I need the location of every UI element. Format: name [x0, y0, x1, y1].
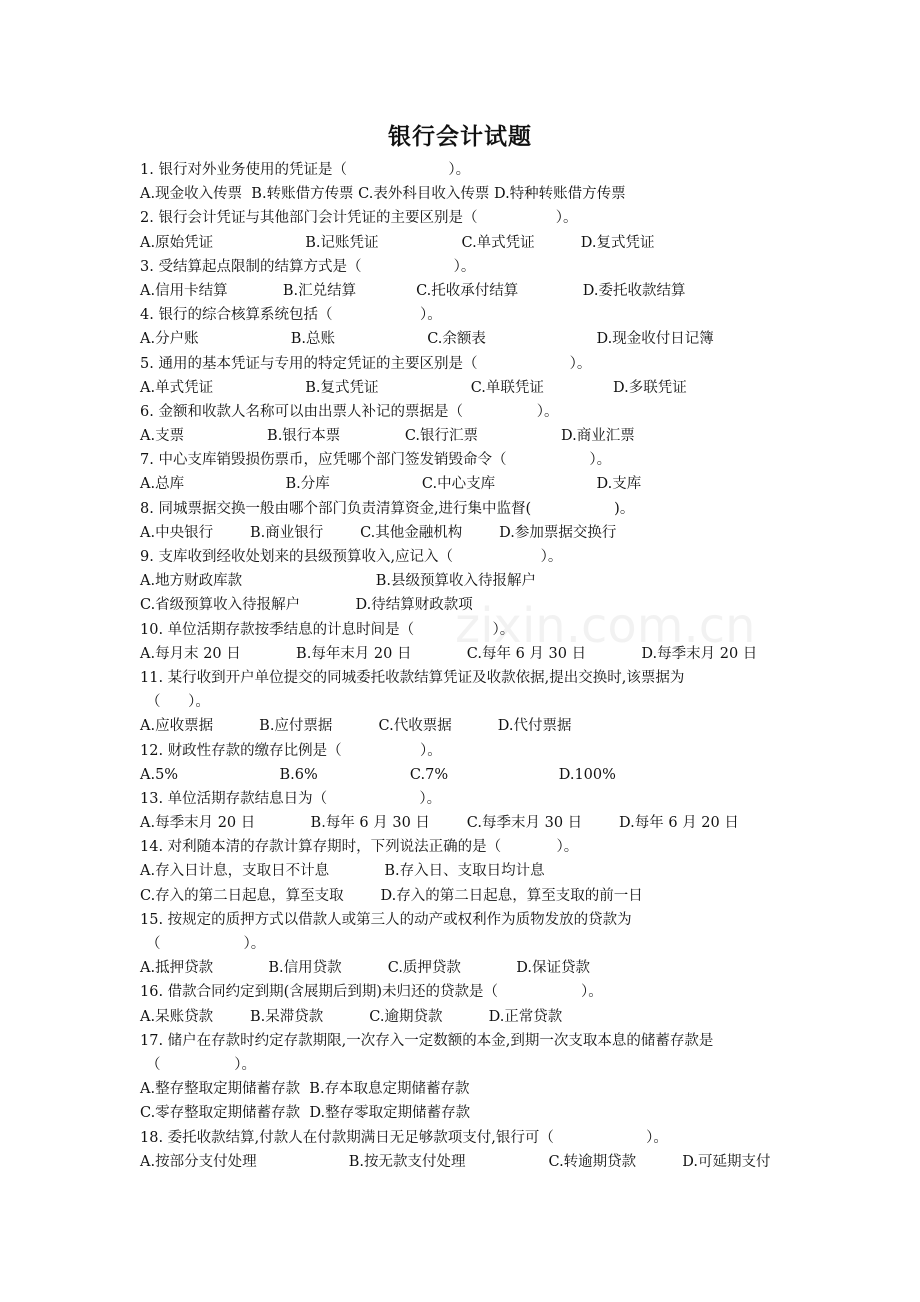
options-8: A.中央银行 B.商业银行 C.其他金融机构 D.参加票据交换行 — [140, 524, 617, 541]
question-16: 16. 借款合同约定到期(含展期后到期)未归还的贷款是（ ）。 — [140, 984, 603, 1001]
question-7: 7. 中心支库销毁损伤票币，应凭哪个部门签发销毁命令（ ）。 — [140, 452, 612, 469]
options-12: A.5% B.6% C.7% D.100% — [140, 766, 616, 783]
options-9-a: A.地方财政库款 B.县级预算收入待报解户 — [140, 573, 537, 590]
options-5: A.单式凭证 B.复式凭证 C.单联凭证 D.多联凭证 — [140, 379, 687, 396]
options-6: A.支票 B.银行本票 C.银行汇票 D.商业汇票 — [140, 428, 635, 445]
options-2: A.原始凭证 B.记账凭证 C.单式凭证 D.复式凭证 — [140, 234, 655, 251]
question-14: 14. 对利随本清的存款计算存期时，下列说法正确的是（ ）。 — [140, 839, 579, 856]
options-13: A.每季末月 20 日 B.每年 6 月 30 日 C.每季末月 30 日 D.每年 6 月 20 日 — [140, 815, 739, 832]
options-16: A.呆账贷款 B.呆滞贷款 C.逾期贷款 D.正常贷款 — [140, 1008, 563, 1025]
question-3: 3. 受结算起点限制的结算方式是（ ）。 — [140, 258, 476, 275]
options-9-b: C.省级预算收入待报解户 D.待结算财政款项 — [140, 597, 473, 614]
options-17-b: C.零存整取定期储蓄存款 D.整存零取定期储蓄存款 — [140, 1105, 471, 1122]
options-10: A.每月末 20 日 B.每年末月 20 日 C.每年 6 月 30 日 D.每季末月 20 日 — [140, 645, 758, 662]
question-11-blank: （ ）。 — [146, 694, 210, 711]
question-15-blank: （ ）。 — [146, 936, 266, 952]
question-8: 8. 同城票据交换一般由哪个部门负责清算资金,进行集中监督( )。 — [140, 500, 635, 517]
question-17: 17. 储户在存款时约定存款期限,一次存入一定数额的本金,到期一次支取本息的储蓄存款是 — [140, 1032, 714, 1049]
question-6: 6. 金额和收款人名称可以由出票人补记的票据是（ ）。 — [140, 403, 559, 420]
options-17-a: A.整存整取定期储蓄存款 B.存本取息定期储蓄存款 — [140, 1081, 470, 1098]
question-18: 18. 委托收款结算,付款人在付款期满日无足够款项支付,银行可（ ）。 — [140, 1129, 668, 1146]
question-17-blank: （ ）。 — [146, 1056, 256, 1073]
question-1: 1. 银行对外业务使用的凭证是（ ）。 — [140, 162, 471, 178]
options-15: A.抵押贷款 B.信用贷款 C.质押贷款 D.保证贷款 — [140, 960, 590, 977]
question-9: 9. 支库收到经收处划来的县级预算收入,应记入（ ）。 — [140, 549, 563, 565]
question-2: 2. 银行会计凭证与其他部门会计凭证的主要区别是（ ）。 — [140, 210, 578, 227]
options-18: A.按部分支付处理 B.按无款支付处理 C.转逾期贷款 D.可延期支付 — [140, 1153, 771, 1170]
question-11: 11. 某行收到开户单位提交的同城委托收款结算凭证及收款依据,提出交换时,该票据为 — [140, 669, 685, 686]
question-5: 5. 通用的基本凭证与专用的特定凭证的主要区别是（ ）。 — [140, 355, 592, 372]
options-14-a: A.存入日计息，支取日不计息 B.存入日、支取日均计息 — [140, 863, 545, 880]
question-list — [140, 158, 785, 1174]
options-3: A.信用卡结算 B.汇兑结算 C.托收承付结算 D.委托收款结算 — [140, 282, 686, 299]
options-1: A.现金收入传票 B.转账借方传票 C.表外科目收入传票 D.特种转账借方传票 — [140, 186, 626, 203]
question-13: 13. 单位活期存款结息日为（ ）。 — [140, 790, 442, 807]
question-12: 12. 财政性存款的缴存比例是（ ）。 — [140, 742, 442, 759]
page-title: 银行会计试题 — [388, 123, 532, 150]
options-14-b: C.存入的第二日起息，算至支取 D.存入的第二日起息，算至支取的前一日 — [140, 887, 643, 904]
options-4: A.分户账 B.总账 C.余额表 D.现金收付日记簿 — [140, 331, 714, 348]
question-10: 10. 单位活期存款按季结息的计息时间是（ ）。 — [140, 621, 515, 638]
options-7: A.总库 B.分库 C.中心支库 D.支库 — [140, 476, 642, 493]
options-11: A.应收票据 B.应付票据 C.代收票据 D.代付票据 — [140, 718, 572, 735]
question-15: 15. 按规定的质押方式以借款人或第三人的动产或权利作为质物发放的贷款为 — [140, 911, 632, 928]
watermark: zixin.com.cn — [455, 598, 756, 654]
question-4: 4. 银行的综合核算系统包括（ ）。 — [140, 307, 442, 324]
